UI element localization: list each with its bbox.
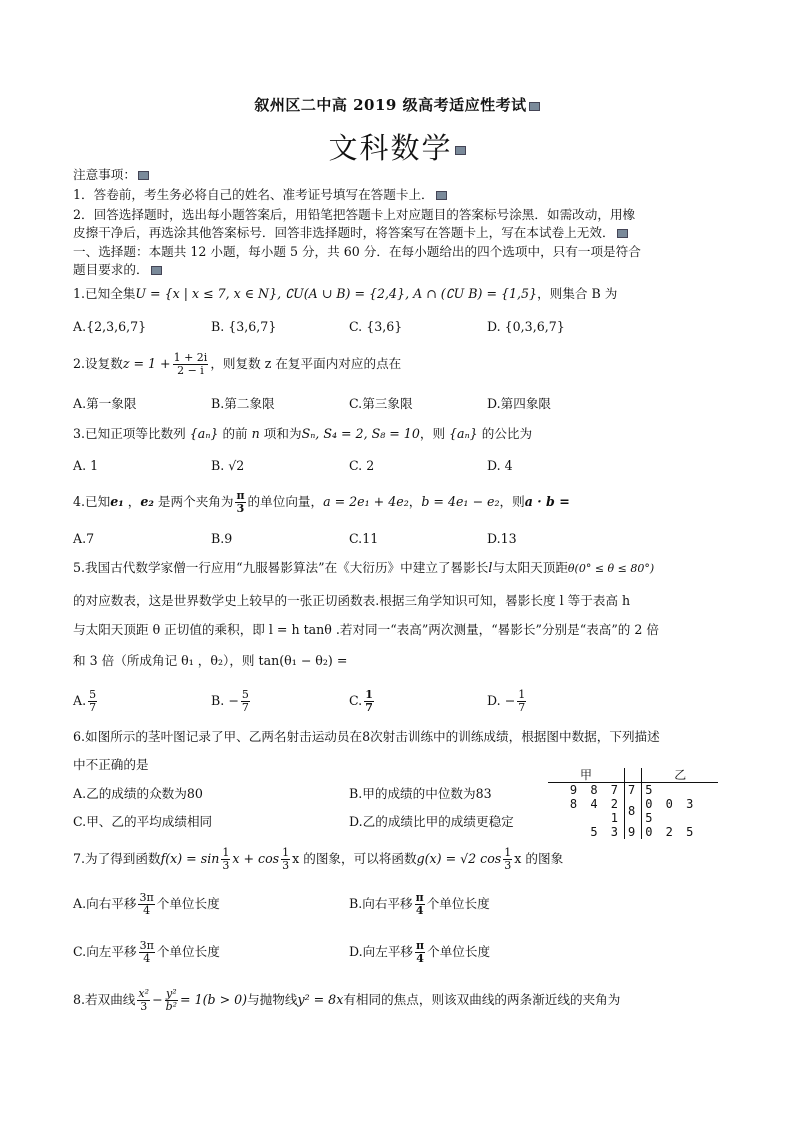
stem-leaf-row-8: 8 4 2 1 8 0 0 3 5 bbox=[569, 797, 697, 825]
q4-option-b: B.9 bbox=[211, 531, 233, 546]
q5-a-fraction: $\frac{5}{7}$ bbox=[89, 688, 97, 714]
q6-line-1: 6.如图所示的茎叶图记录了甲、乙两名射击运动员在8次射击训练中的训练成绩，根据图中数据，下列描述 bbox=[73, 729, 660, 744]
q7-frac-2: $\frac{1}{3}$ bbox=[282, 846, 290, 872]
q5-option-b: B. − $\frac{5}{7}$ bbox=[211, 688, 249, 714]
q5-line-1: 5.我国古代数学家僧一行应用“九服晷影算法”在《大衍历》中建立了晷影长l与太阳天顶距θ(0° ≤ θ ≤ 80°) bbox=[73, 560, 655, 575]
q5-option-d: D. − $\frac{1}{7}$ bbox=[487, 688, 526, 714]
image-marker-icon bbox=[151, 266, 162, 275]
q7-option-d: D.向左平移 $\frac{\pi}{4}$ 个单位长度 bbox=[349, 939, 491, 965]
q7-d-fraction: $\frac{\pi}{4}$ bbox=[416, 939, 425, 965]
stem-leaf-header: 甲 乙 bbox=[548, 768, 718, 783]
q2-option-a: A.第一象限 bbox=[73, 396, 137, 411]
q7-c-fraction: $\frac{3\pi}{4}$ bbox=[139, 939, 154, 965]
q2-option-c: C.第三象限 bbox=[349, 396, 413, 411]
q7-stem: 7.为了得到函数f(x) = sin $\frac{1}{3}$ x + cos $\frac{1}{3}$ x 的图象，可以将函数g(x) = √2 cos $\frac{1}{3}$ x 的图象 bbox=[73, 846, 564, 872]
q6-line-2: 中不正确的是 bbox=[73, 757, 149, 772]
q5-d-fraction: $\frac{1}{7}$ bbox=[518, 688, 526, 714]
q3-option-b: B. √2 bbox=[211, 458, 245, 473]
q8-frac-x: $\frac{\text{x²}}{3}$ bbox=[138, 987, 150, 1013]
q6-option-d: D.乙的成绩比甲的成绩更稳定 bbox=[349, 814, 514, 829]
q3-option-a: A. 1 bbox=[73, 458, 99, 473]
q6-option-a: A.乙的成绩的众数为80 bbox=[73, 786, 203, 801]
q5-line-4: 和 3 倍（所成角记 θ₁ ，θ₂），则 tan(θ₁ − θ₂) = bbox=[73, 653, 348, 668]
stem-leaf-row-9: 5 3 9 0 2 5 bbox=[590, 825, 697, 839]
q7-option-c: C.向左平移 $\frac{3\pi}{4}$ 个单位长度 bbox=[73, 939, 220, 965]
image-marker-icon bbox=[455, 146, 466, 155]
q2-fraction: $\frac{1 + 2i}{2 - i}$ bbox=[173, 351, 208, 377]
q3-option-d: D. 4 bbox=[487, 458, 513, 473]
image-marker-icon bbox=[138, 171, 149, 180]
q7-frac-1: $\frac{1}{3}$ bbox=[222, 846, 230, 872]
q2-stem: 2.设复数z = 1 + $\frac{1 + 2i}{2 - i}$ ，则复数 z 在复平面内对应的点在 bbox=[73, 351, 402, 377]
subject-title: 文科数学 bbox=[0, 126, 794, 167]
stem-header-blank bbox=[624, 768, 642, 783]
q3-option-c: C. 2 bbox=[349, 458, 375, 473]
q1-option-a: A.{2,3,6,7} bbox=[73, 319, 147, 334]
q8-stem: 8.若双曲线 $\frac{\text{x²}}{3}$ − $\frac{\text{y²}}{\text{b²}}$ = 1(b > 0)与抛物线y² = 8x有相同的焦点，则该双曲线的两条渐近线的夹角为 bbox=[73, 987, 621, 1013]
notes-heading: 注意事项： bbox=[73, 166, 149, 184]
q3-stem: 3.已知正项等比数列 {aₙ} 的前 n 项和为Sₙ, S₄ = 2, S₈ = 10，则 {aₙ} 的公比为 bbox=[73, 426, 533, 441]
q4-stem: 4.已知e₁ ，e₂ 是两个夹角为 $\frac{\pi}{3}$ 的单位向量，a = 2e₁ + 4e₂，b = 4e₁ − e₂，则a · b = bbox=[73, 489, 570, 515]
note-1: 1．答卷前，考生务必将自己的姓名、准考证号填写在答题卡上． bbox=[73, 186, 447, 204]
q1-option-d: D. {0,3,6,7} bbox=[487, 319, 565, 334]
q4-angle-fraction: $\frac{\pi}{3}$ bbox=[236, 489, 245, 515]
q5-c-fraction: $\frac{1}{7}$ bbox=[365, 688, 373, 714]
q6-option-b: B.甲的成绩的中位数为83 bbox=[349, 786, 492, 801]
q2-option-b: B.第二象限 bbox=[211, 396, 275, 411]
note-2-line-1: 2．回答选择题时，选出每小题答案后，用铅笔把答题卡上对应题目的答案标号涂黑．如需改动，用橡 bbox=[73, 207, 636, 222]
q5-line-2: 的对应数表，这是世界数学史上较早的一张正切函数表.根据三角学知识可知，晷影长度 l 等于表高 h bbox=[73, 593, 631, 608]
image-marker-icon bbox=[617, 229, 628, 238]
note-2-line-2: 皮擦干净后，再选涂其他答案标号．回答非选择题时，将答案写在答题卡上，写在本试卷上无效． bbox=[73, 224, 628, 242]
q5-option-c: C. $\frac{1}{7}$ bbox=[349, 688, 373, 714]
q7-option-a: A.向右平移 $\frac{3\pi}{4}$ 个单位长度 bbox=[73, 891, 220, 917]
q1-option-b: B. {3,6,7} bbox=[211, 319, 277, 334]
q5-option-a: A. $\frac{5}{7}$ bbox=[73, 688, 97, 714]
q5-line-3: 与太阳天顶距 θ 正切值的乘积，即 l = h tanθ .若对同一“表高”两次测量，“晷影长”分别是“表高”的 2 倍 bbox=[73, 622, 659, 637]
stem-leaf-row-7: 9 8 7 7 5 bbox=[569, 783, 656, 797]
q4-option-a: A.7 bbox=[73, 531, 95, 546]
q8-frac-y: $\frac{\text{y²}}{\text{b²}}$ bbox=[165, 987, 178, 1013]
q7-option-b: B.向右平移 $\frac{\pi}{4}$ 个单位长度 bbox=[349, 891, 490, 917]
q5-b-fraction: $\frac{5}{7}$ bbox=[241, 688, 249, 714]
q6-option-c: C.甲、乙的平均成绩相同 bbox=[73, 814, 213, 829]
section-1-line-2: 题目要求的． bbox=[73, 261, 162, 279]
q1-option-c: C. {3,6} bbox=[349, 319, 403, 334]
q7-a-fraction: $\frac{3\pi}{4}$ bbox=[139, 891, 154, 917]
q2-option-d: D.第四象限 bbox=[487, 396, 552, 411]
image-marker-icon bbox=[529, 102, 540, 111]
q4-option-d: D.13 bbox=[487, 531, 517, 546]
stem-leaf-plot bbox=[548, 768, 718, 839]
school-title: 叙州区二中高 2019 级高考适应性考试 bbox=[0, 94, 794, 115]
q7-frac-3: $\frac{1}{3}$ bbox=[504, 846, 512, 872]
q1-stem: 1.已知全集U = {x | x ≤ 7, x ∈ N}, ∁U(A ∪ B) = {2,4}, A ∩ (∁U B) = {1,5}，则集合 B 为 bbox=[73, 286, 618, 301]
q7-b-fraction: $\frac{\pi}{4}$ bbox=[415, 891, 424, 917]
image-marker-icon bbox=[436, 191, 447, 200]
section-1-line-1: 一、选择题：本题共 12 小题，每小题 5 分，共 60 分．在每小题给出的四个选项中，只有一项是符合 bbox=[73, 244, 641, 259]
q4-option-c: C.11 bbox=[349, 531, 379, 546]
